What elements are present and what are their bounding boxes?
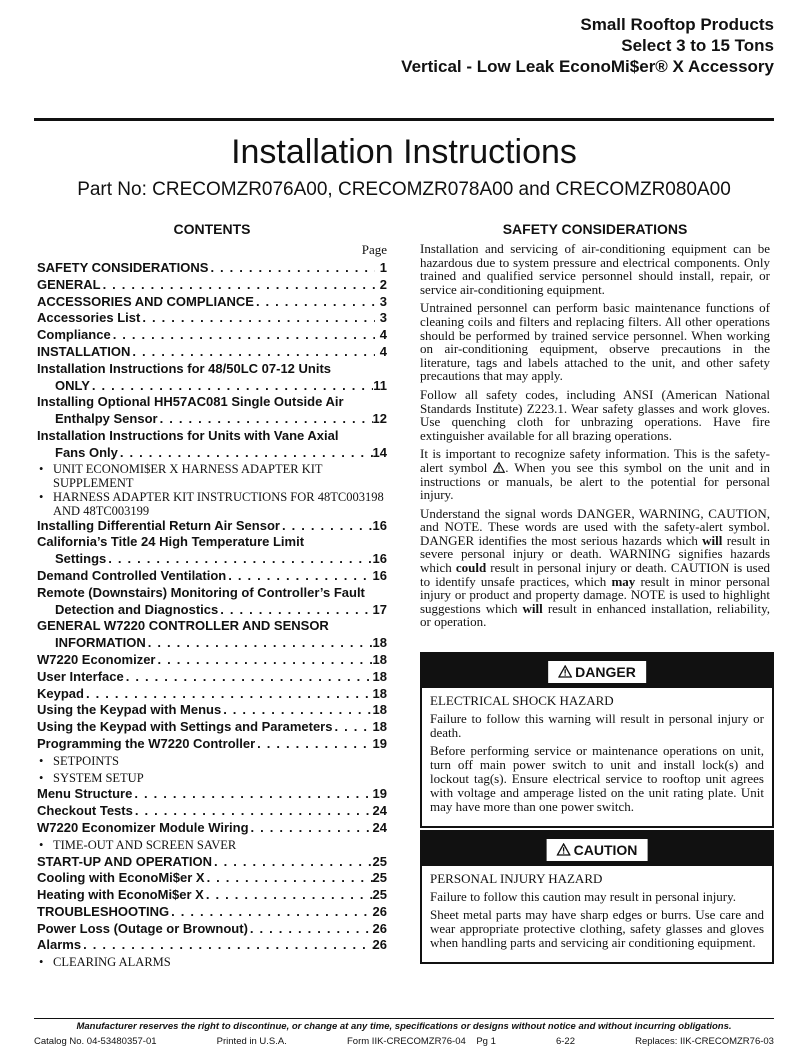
toc-entry[interactable]: Installing Differential Return Air Sensor . . . 16 — [37, 518, 387, 535]
toc-entry[interactable]: Installation Instructions for 48/50LC 07-12 Units ONLY . . . 11 — [37, 361, 387, 395]
toc-entry[interactable]: TROUBLESHOOTING . . . 26 — [37, 904, 387, 921]
footer-disclaimer: Manufacturer reserves the right to discontinue, or change at any time, specifications or designs without notice and without incurring obligations. — [76, 1021, 732, 1032]
caution-hazard-title: PERSONAL INJURY HAZARD — [430, 871, 603, 886]
toc-entry[interactable]: Cooling with EconoMi$er X . . . 25 — [37, 870, 387, 887]
toc-entry[interactable]: Alarms . . . 26 — [37, 937, 387, 954]
caution-text: Failure to follow this caution may result in personal injury. — [430, 889, 737, 904]
toc-sub-item[interactable]: • SYSTEM SETUP — [37, 770, 387, 787]
form-number: Form IIK-CRECOMZR76-04 Pg 1 — [347, 1036, 496, 1047]
safety-paragraph: Untrained personnel can perform basic maintenance functions of cleaning coils and filters and replacing filters. All other operations should be performed by trained service personnel. When working on air-conditioning equipment, observe precautions in the literature, tags and labels attached to the unit, and other safety precautions that may apply. — [420, 300, 770, 384]
toc-entry[interactable]: User Interface . . . 18 — [37, 669, 387, 686]
header-line-3: Vertical - Low Leak EconoMi$er® X Accessory — [401, 57, 774, 76]
danger-text: Before performing service or maintenance operations on unit, turn off main power switch to unit and install lock(s) and lockout tag(s). Ensure electrical service to rooftop unit agrees with voltage and amperage listed on the unit rating plate. Unit may have more than one power switch. — [430, 743, 764, 814]
danger-banner — [422, 654, 772, 688]
page-title: Installation Instructions — [231, 133, 577, 171]
printed-in: Printed in U.S.A. — [216, 1036, 287, 1047]
footer-rule — [34, 1018, 774, 1019]
toc-entry[interactable]: California’s Title 24 High Temperature Limit Settings . . . 16 — [37, 534, 387, 568]
toc-entry[interactable]: Using the Keypad with Settings and Parameters . . . 18 — [37, 719, 387, 736]
danger-text: Failure to follow this warning will result in personal injury or death. — [430, 711, 764, 740]
toc-entry[interactable]: GENERAL . . . 2 — [37, 277, 387, 294]
toc-sub-item[interactable]: • TIME-OUT AND SCREEN SAVER — [37, 837, 387, 854]
caution-label: CAUTION — [573, 842, 638, 858]
header-rule — [34, 118, 774, 121]
toc-entry[interactable]: Demand Controlled Ventilation . . . 16 — [37, 568, 387, 585]
toc-entry[interactable]: Compliance . . . 4 — [37, 327, 387, 344]
safety-paragraph: It is important to recognize safety information. This is the safety-alert symbol . When you see this symbol on the unit and in instructions or manuals, be alert to the potential for personal injury. — [420, 446, 770, 503]
toc-entry[interactable]: Power Loss (Outage or Brownout) . . . 26 — [37, 921, 387, 938]
safety-alert-icon — [493, 462, 505, 473]
danger-box — [420, 652, 774, 828]
toc-sub-item[interactable]: • SETPOINTS — [37, 753, 387, 770]
caution-box — [420, 830, 774, 964]
header-line-2: Select 3 to 15 Tons — [621, 36, 774, 55]
toc-entry[interactable]: Heating with EconoMi$er X . . . 25 — [37, 887, 387, 904]
toc-entry[interactable]: Remote (Downstairs) Monitoring of Controller’s Fault Detection and Diagnostics . . . 17 — [37, 585, 387, 619]
toc-sub-item[interactable]: • CLEARING ALARMS — [37, 954, 387, 971]
toc-sub-item[interactable]: • HARNESS ADAPTER KIT INSTRUCTIONS FOR 48TC003198 AND 48TC003199 — [37, 490, 387, 518]
toc-entry[interactable]: ACCESSORIES AND COMPLIANCE . . . 3 — [37, 294, 387, 311]
toc-entry[interactable]: Using the Keypad with Menus . . . 18 — [37, 702, 387, 719]
toc-entry[interactable]: Installing Optional HH57AC081 Single Outside Air Enthalpy Sensor . . . 12 — [37, 394, 387, 428]
header-line-1: Small Rooftop Products — [580, 15, 774, 34]
safety-paragraph: Understand the signal words DANGER, WARNING, CAUTION, and NOTE. These words are used with the safety-alert symbol. DANGER identifies the most serious hazards which will result in severe personal injury or death. WARNING signifies hazards which could result in personal injury or death. CAUTION is used to identify unsafe practices, which may result in minor personal injury or product and property damage. NOTE is used to highlight suggestions which will result in enhanced installation, reliability, or operation. — [420, 505, 771, 630]
toc-sub-item[interactable]: • UNIT ECONOMI$ER X HARNESS ADAPTER KIT SUPPLEMENT — [37, 462, 387, 490]
toc-entry[interactable]: Accessories List . . . 3 — [37, 310, 387, 327]
toc-entry[interactable]: W7220 Economizer Module Wiring . . . 24 — [37, 820, 387, 837]
table-of-contents — [37, 242, 387, 971]
footer-info — [34, 1036, 774, 1048]
warning-icon — [557, 843, 571, 856]
toc-entry[interactable]: Programming the W7220 Controller . . . 19 — [37, 736, 387, 753]
safety-section — [420, 242, 770, 634]
toc-entry[interactable]: W7220 Economizer . . . 18 — [37, 652, 387, 669]
contents-heading: CONTENTS — [173, 221, 251, 237]
toc-entry[interactable]: Checkout Tests . . . 24 — [37, 803, 387, 820]
toc-entry[interactable]: SAFETY CONSIDERATIONS . . . 1 — [37, 260, 387, 277]
danger-label: DANGER — [575, 664, 636, 680]
catalog-number: Catalog No. 04-53480357-01 — [34, 1036, 157, 1047]
warning-icon — [558, 665, 572, 678]
toc-entry[interactable]: GENERAL W7220 CONTROLLER AND SENSOR INFORMATION . . . 18 — [37, 618, 387, 652]
toc-entry[interactable]: START-UP AND OPERATION . . . 25 — [37, 854, 387, 871]
safety-paragraph: Follow all safety codes, including ANSI (American National Standards Institute) Z223.1. Wear safety glasses and work gloves. Use quenching cloth for unbrazing operations. Have fire extinguisher available for all brazing operations. — [420, 386, 770, 443]
toc-entry[interactable]: Menu Structure . . . 19 — [37, 786, 387, 803]
toc-entry[interactable]: Keypad . . . 18 — [37, 686, 387, 703]
caution-banner — [422, 832, 772, 866]
toc-entry[interactable]: Installation Instructions for Units with Vane Axial Fans Only . . . 14 — [37, 428, 387, 462]
page-column-label: Page — [361, 242, 387, 257]
document-header — [401, 14, 774, 77]
revision-date: 6-22 — [555, 1036, 575, 1047]
safety-paragraph: Installation and servicing of air-conditioning equipment can be hazardous due to system pressure and electrical components. Only trained and qualified service personnel should install, repair, or service air-conditioning equipment. — [420, 241, 770, 297]
safety-heading: SAFETY CONSIDERATIONS — [502, 221, 688, 237]
danger-hazard-title: ELECTRICAL SHOCK HAZARD — [430, 693, 614, 708]
part-number: Part No: CRECOMZR076A00, CRECOMZR078A00 and CRECOMZR080A00 — [77, 179, 731, 200]
toc-entry[interactable]: INSTALLATION . . . 4 — [37, 344, 387, 361]
caution-text: Sheet metal parts may have sharp edges or burrs. Use care and wear appropriate protective clothing, safety glasses and gloves when handling parts and servicing air conditioning equipment. — [430, 907, 764, 950]
replaces-form: Replaces: IIK-CRECOMZR76-03 — [635, 1036, 774, 1047]
